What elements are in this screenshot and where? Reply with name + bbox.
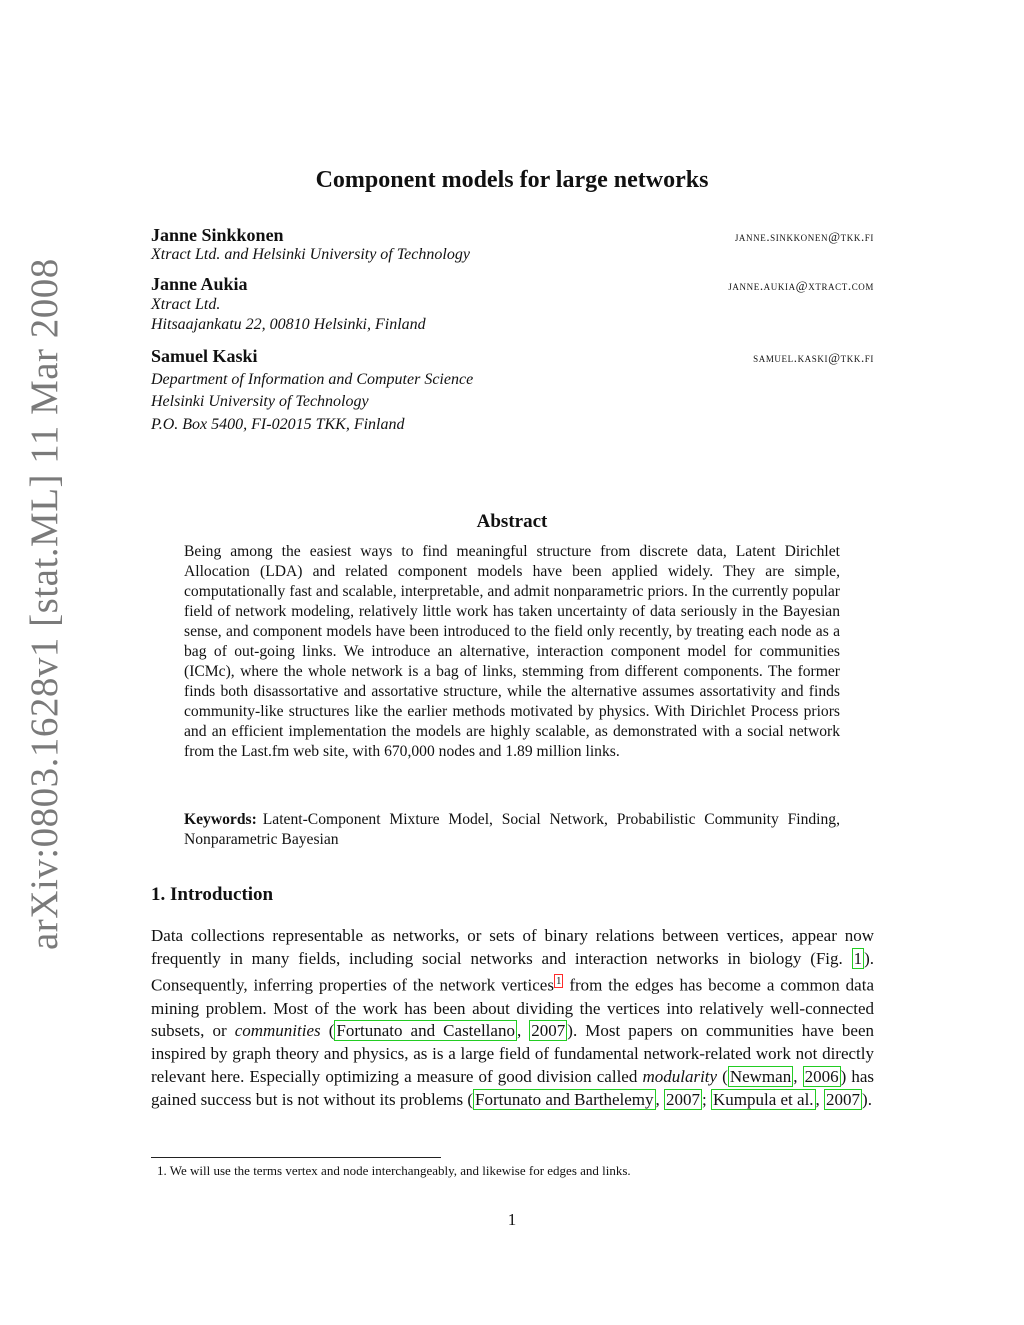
- paper-title: Component models for large networks: [315, 167, 709, 193]
- section-heading: 1. Introduction: [151, 884, 274, 905]
- keywords-list: Latent-Component Mixture Model, Social Network, Probabilistic Community Finding, Nonparametric Bayesian: [184, 811, 840, 848]
- author-name: Janne Sinkkonen: [151, 225, 284, 245]
- author-email[interactable]: samuel.kaski@tkk.fi: [753, 350, 874, 365]
- citation-year-link[interactable]: 2007: [666, 1089, 700, 1109]
- abstract-heading: Abstract: [476, 511, 548, 532]
- citation-year-link[interactable]: 2007: [826, 1089, 861, 1109]
- page-number: 1: [507, 1210, 517, 1229]
- author-affiliation: P.O. Box 5400, FI-02015 TKK, Finland: [151, 416, 405, 433]
- citation-link[interactable]: Fortunato and Castellano: [336, 1021, 515, 1041]
- author-name: Samuel Kaski: [151, 346, 258, 366]
- author-affiliation: Xtract Ltd.: [151, 296, 221, 313]
- citation-link[interactable]: Fortunato and Barthelemy: [475, 1089, 654, 1109]
- footnote: 1. We will use the terms vertex and node interchangeably, and likewise for edges and links.: [157, 1163, 631, 1178]
- citation-year-link[interactable]: 2006: [804, 1066, 839, 1086]
- author-email[interactable]: janne.sinkkonen@tkk.fi: [734, 229, 874, 244]
- abstract-text: Being among the easiest ways to find meaningful structure from discrete data, Latent Dirichlet Allocation (LDA) and related component models have been applied widely. They are simple, computationally fast and scalable, interpretable, and admit nonparametric priors. In the currently popular field of network modeling, relatively little work has taken uncertainty of data seriously in the Bayesian sense, and component models have been introduced to the field only recently, by treating each node as a bag of out-going links. We introduce an alternative, interaction component model for communities (ICMc), where the whole network is a bag of links, stemming from different components. The former finds both disassortative and assortative structure, while the alternative assumes assortativity and finds community-like structures like the earlier methods motivated by physics. With Dirichlet Process priors and an efficient implementation the models are highly scalable, as demonstrated with a social network from the Last.fm web site, with 670,000 nodes and 1.89 million links.: [184, 543, 840, 760]
- author-affiliation: Department of Information and Computer Science: [151, 371, 474, 388]
- footnote-reference-link[interactable]: 1: [555, 975, 562, 988]
- author-affiliation: Hitsaajankatu 22, 00810 Helsinki, Finland: [151, 316, 426, 333]
- arxiv-identifier: arXiv:0803.1628v1 [stat.ML] 11 Mar 2008: [23, 258, 66, 950]
- figure-reference-link[interactable]: 1: [853, 948, 863, 968]
- intro-paragraph: Data collections representable as networks, or sets of binary relations between vertices, appear now frequently in many fields, including social networks and interaction networks in biology (Fig. 1 ). Consequently, inferring properties of the network vertices $^1$ from the edges has become a common data mining problem. Most of the work has been about dividing the vertices into relatively well-connected subsets, or communities ( Fortunato and Castellano , 2007 ). Most papers on communities have been inspired by graph theory and physics, as is a large field of fundamental network-related work not directly relevant here. Especially optimizing a measure of good division called modularity ( Newman , 2006 ) has gained success but is not without its problems ( Fortunato and Barthelemy , 2007 ; Kumpula et al. , 2007 ).: [151, 926, 874, 1109]
- keywords-label: Keywords:: [184, 811, 257, 828]
- citation-link[interactable]: Kumpula et al.: [712, 1089, 814, 1109]
- author-email[interactable]: janne.aukia@xtract.com: [728, 278, 874, 293]
- keywords: [184, 810, 840, 850]
- author-affiliation: Helsinki University of Technology: [151, 393, 369, 410]
- footnote-divider: [151, 1157, 441, 1158]
- author-affiliation: Xtract Ltd. and Helsinki University of Technology: [151, 246, 470, 263]
- citation-link[interactable]: Newman: [729, 1066, 792, 1086]
- author-name: Janne Aukia: [151, 274, 248, 294]
- citation-year-link[interactable]: 2007: [531, 1021, 566, 1041]
